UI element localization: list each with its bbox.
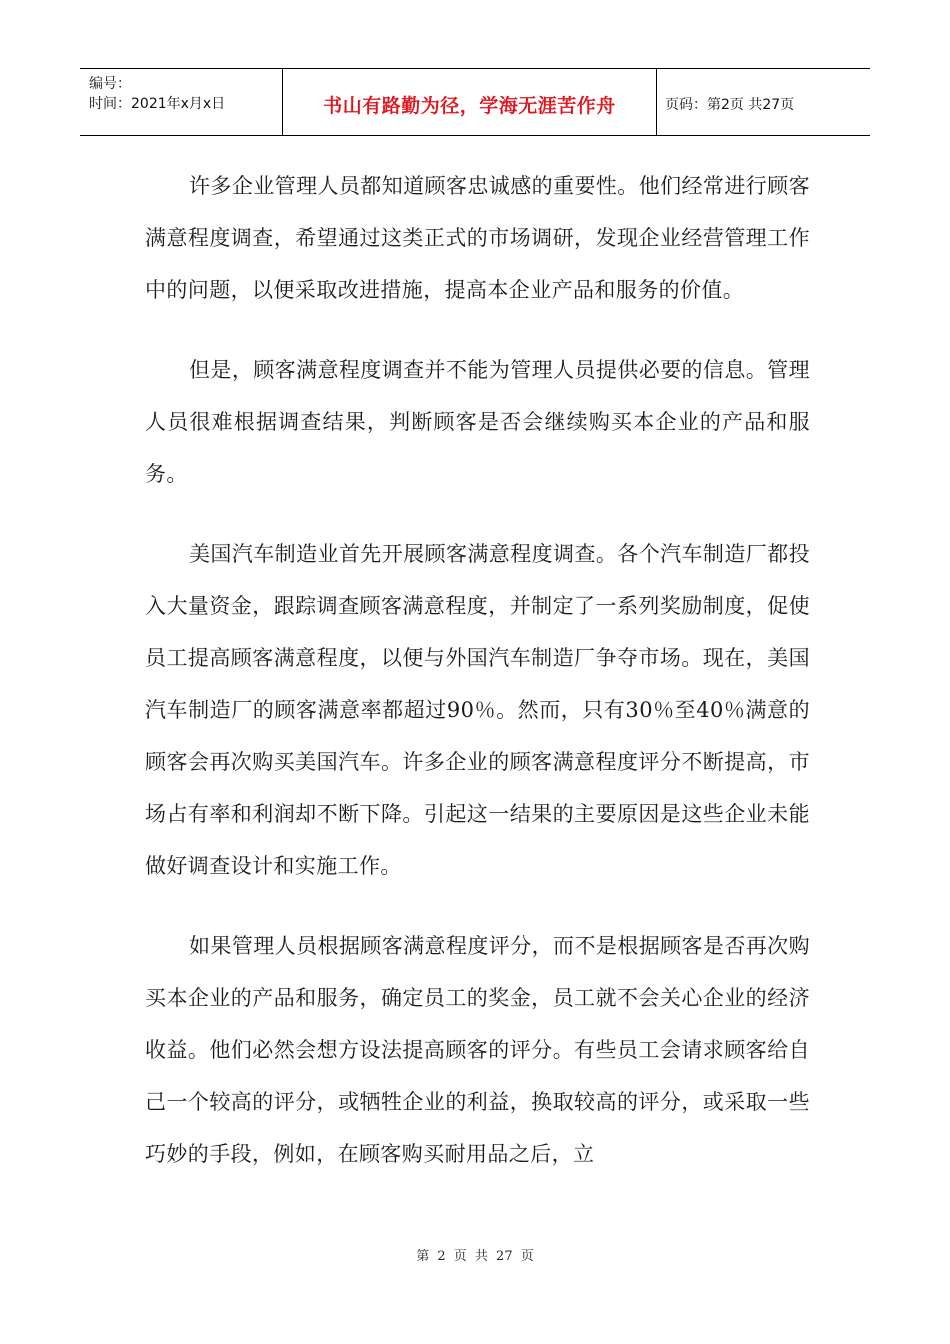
paragraph-2: 但是，顾客满意程度调查并不能为管理人员提供必要的信息。管理人员很难根据调查结果，判断顾客是否会继续购买本企业的产品和服务。 [145, 358, 810, 486]
footer-page-number: 第 2 页 共 27 页 [416, 1249, 534, 1264]
paragraph-1: 许多企业管理人员都知道顾客忠诚感的重要性。他们经常进行顾客满意程度调查，希望通过这类正式的市场调研，发现企业经营管理工作中的问题，以便采取改进措施，提高本企业产品和服务的价值。 [145, 174, 810, 302]
date-label: 时间：2021年x月x日 [89, 96, 226, 112]
document-header [80, 68, 870, 136]
paragraph-3: 美国汽车制造业首先开展顾客满意程度调查。各个汽车制造厂都投入大量资金，跟踪调查顾客满意程度，并制定了一系列奖励制度，促使员工提高顾客满意程度，以便与外国汽车制造厂争夺市场。现在，美国汽车制造厂的顾客满意率都超过90％。然而，只有30％至40％满意的顾客会再次购买美国汽车。许多企业的顾客满意程度评分不断提高，市场占有率和利润却不断下降。引起这一结果的主要原因是这些企业未能做好调查设计和实施工作。 [145, 542, 810, 878]
paragraph-4: 如果管理人员根据顾客满意程度评分，而不是根据顾客是否再次购买本企业的产品和服务，确定员工的奖金，员工就不会关心企业的经济收益。他们必然会想方设法提高顾客的评分。有些员工会请求顾客给自己一个较高的评分，或牺牲企业的利益，换取较高的评分，或采取一些巧妙的手段，例如，在顾客购买耐用品之后，立 [145, 934, 810, 1166]
header-meta-cell [80, 69, 283, 135]
document-body [145, 160, 810, 1208]
header-page-cell [657, 69, 870, 135]
header-page-info: 页码：第2页 共27页 [665, 97, 795, 113]
header-motto-cell [283, 69, 657, 135]
page-footer [0, 1245, 950, 1264]
number-label: 编号： [89, 76, 131, 92]
motto-text: 书山有路勤为径，学海无涯苦作舟 [323, 94, 616, 117]
